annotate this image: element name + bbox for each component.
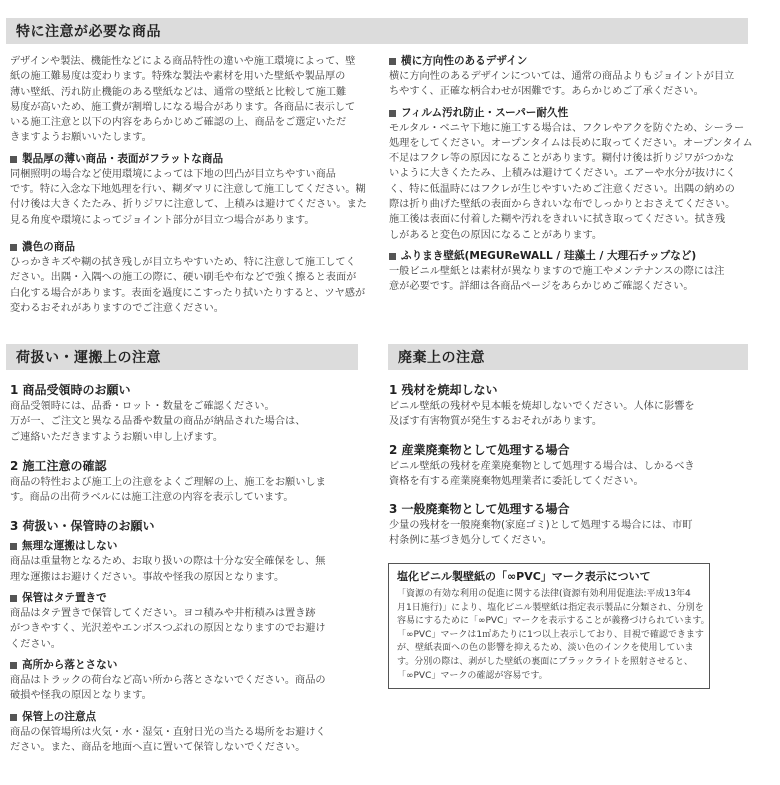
pvc-box-line: 「∞PVC」マークの確認が容易です。: [397, 670, 548, 681]
body-line: ください。: [10, 638, 61, 650]
body-line: ひっかきキズや糊の拭き残しが目立ちやすいため、特に注意して施工してく: [10, 256, 356, 268]
square-bullet-icon: [10, 662, 17, 669]
body-line: 資格を有する産業廃棄物処理業者に委託してください。: [389, 475, 644, 487]
body-line: 商品の特性および施工上の注意をよくご理解の上、施工をお願いしま: [10, 476, 326, 488]
body-line: しがあると変色の原因になることがあります。: [389, 229, 603, 241]
square-bullet-icon: [389, 58, 396, 65]
body-line: です。特に入念な下地処理を行い、糊ダマリに注意して施工してください。糊: [10, 184, 366, 196]
body-line: 意が必要です。詳細は各商品ページをあらかじめご確認ください。: [389, 281, 694, 293]
subheading-vertical-storage: 保管はタテ置きで: [10, 591, 370, 606]
body-line: 横に方向性のあるデザインについては、通常の商品よりもジョイントが目立: [389, 71, 735, 82]
body-line: ビニル壁紙の残材を産業廃棄物として処理する場合は、しかるべき: [389, 460, 695, 472]
handling-column: [10, 382, 370, 755]
body-line: 見る角度や環境によってジョイント部分が目立つ場合があります。: [10, 214, 315, 226]
section-title: 特に注意が必要な商品: [16, 24, 161, 40]
section-header-special-care: [6, 18, 748, 44]
subheading-storage-notes: 保管上の注意点: [10, 710, 370, 725]
heading-no-burn: 1 残材を焼却しない: [389, 383, 498, 397]
body-line: 付け後は大きくたたみ、折りジワに注意して、上積みは避けてください。また: [10, 199, 367, 211]
subheading-thin-products: 製品厚の薄い商品・表面がフラットな商品: [10, 152, 370, 167]
body-line: く、特に低温時にはフクレが生じやすいためご注意ください。出隅の納めの: [389, 183, 735, 195]
square-bullet-icon: [389, 110, 396, 117]
heading-storage: 3 荷扱い・保管時のお願い: [10, 519, 155, 534]
body-line: 商品は重量物となるため、お取り扱いの際は十分な安全確保をし、無: [10, 556, 326, 568]
body-line: 変わるおそれがありますのでご注意ください。: [10, 302, 224, 314]
section-header-handling: [6, 344, 358, 370]
intro-line: きますようお願いいたします。: [10, 132, 152, 144]
intro-line: デザインや製法、機能性などによる商品特性の違いや施工環境によって、壁: [10, 56, 356, 67]
pvc-box-title: 塩化ビニル製壁紙の「∞PVC」マーク表示について: [397, 570, 651, 583]
pvc-box-line: す。分別の際は、剥がした壁紙の裏面にブラックライトを照射させると、: [397, 656, 693, 667]
section-header-disposal: [388, 344, 748, 370]
body-line: 及ぼす有害物質が発生するおそれがあります。: [389, 416, 603, 428]
subheading-horizontal-design: 横に方向性のあるデザイン: [389, 54, 759, 69]
pvc-box-line: が、壁紙表面への色の影響を抑えるため、淡い色のインクを使用していま: [397, 643, 694, 654]
body-line: ださい。また、商品を地面へ直に置いて保管しないでください。: [10, 741, 306, 753]
body-line: 不足はフクレ等の原因になることがあります。糊付け後は折りジワがつかな: [389, 153, 735, 165]
body-line: ださい。出隅・入隅への施工の際に、硬い刷毛や布などで強く擦ると表面が: [10, 272, 357, 284]
section-title: 荷扱い・運搬上の注意: [16, 350, 161, 366]
subheading-furimaki: ふりまき壁紙(MEGUReWALL / 珪藻土 / 大理石チップなど): [389, 249, 759, 264]
disposal-column: [389, 382, 759, 549]
subheading-no-drop: 高所から落とさない: [10, 658, 370, 673]
pvc-box-line: 「∞PVC」マークは1㎡あたりに1つ以上表示しており、目視で確認できます: [397, 629, 704, 640]
body-line: 商品の保管場所は火気・水・湿気・直射日光の当たる場所をお避けく: [10, 726, 326, 738]
body-line: がつきやすく、光沢差やエンボスつぶれの原因となりますのでお避け: [10, 623, 326, 635]
square-bullet-icon: [10, 543, 17, 550]
body-line: す。商品の出荷ラベルには施工注意の内容を表示しています。: [10, 492, 294, 504]
body-line: ビニル壁紙の残材や見本帳を焼却しないでください。人体に影響を: [389, 401, 695, 412]
heading-confirm-notes: 2 施工注意の確認: [10, 458, 107, 473]
pvc-box-line: 月1日施行)」により、塩化ビニル製壁紙は指定表示製品に分類され、分別を: [397, 602, 704, 613]
subheading-film-protection: フィルム汚れ防止・スーパー耐久性: [389, 106, 759, 121]
body-line: 処理をしてください。オープンタイムは長めに取ってください。オープンタイム: [389, 137, 753, 149]
pvc-box-line: 容易にするために「∞PVC」マークを表示することが義務づけられています。: [397, 616, 710, 627]
body-line: 少量の残材を一般廃棄物(家庭ゴミ)として処理する場合には、市町: [389, 520, 693, 532]
square-bullet-icon: [10, 156, 17, 163]
subheading-dark-products: 濃色の商品: [10, 240, 370, 255]
special-care-left-column: [10, 54, 370, 316]
pvc-mark-notice-box: [388, 563, 710, 689]
heading-general-waste: 3 一般廃棄物として処理する場合: [389, 502, 570, 517]
body-line: いように大きくたたみ、上積みは避けてください。エアーや水分が抜けにく: [389, 168, 736, 180]
body-line: 商品はトラックの荷台など高い所から落とさないでください。商品の: [10, 674, 326, 686]
body-line: 施工後は表面に付着した糊や汚れをきれいに拭き取ってください。拭き残: [389, 214, 726, 226]
intro-line: 易度が高いため、施工費が割増しになる場合があります。各商品に表示して: [10, 101, 356, 113]
body-line: ご連絡いただきますようお願い申し上げます。: [10, 431, 224, 443]
heading-receipt: 1 商品受領時のお願い: [10, 383, 131, 397]
body-line: 万が一、ご注文と異なる品番や数量の商品が納品された場合は、: [10, 416, 306, 428]
body-line: 白化する場合があります。表面を過度にこすったり拭いたりすると、ツヤ感が: [10, 287, 366, 299]
square-bullet-icon: [10, 595, 17, 602]
body-line: 理な運搬はお避けください。事故や怪我の原因となります。: [10, 571, 285, 583]
square-bullet-icon: [389, 253, 396, 260]
body-line: 一般ビニル壁紙とは素材が異なりますので施工やメンテナンスの際には注: [389, 265, 725, 277]
body-line: 商品受領時には、品番・ロット・数量をご確認ください。: [10, 401, 275, 412]
square-bullet-icon: [10, 714, 17, 721]
section-title: 廃棄上の注意: [398, 350, 485, 366]
pvc-box-line: 「資源の有効な利用の促進に関する法律(資源有効利用促進法:平成13年4: [397, 589, 691, 599]
body-line: 同梱照明の場合など使用環境によっては下地の凹凸が目立ちやすい商品: [10, 168, 336, 180]
body-line: ちやすく、正確な柄合わせが困難です。あらかじめご了承ください。: [389, 86, 704, 98]
body-line: 際は折り曲げた壁紙の表面からきれいな布でしっかりとおさえてください。: [389, 199, 736, 211]
body-line: モルタル・ベニヤ下地に施工する場合は、フクレやアクを防ぐため、シーラー: [389, 122, 745, 134]
intro-line: 薄い壁紙、汚れ防止機能のある壁紙などは、通常の壁紙と比較して施工難: [10, 86, 347, 98]
body-line: 村条例に基づき処分してください。: [389, 535, 552, 547]
heading-industrial-waste: 2 産業廃棄物として処理する場合: [389, 442, 570, 457]
intro-line: 紙の施工難易度は変わります。特殊な製法や素材を用いた壁紙や製品厚の: [10, 71, 346, 83]
intro-line: いる施工注意と以下の内容をあらかじめご確認の上、商品をご選定いただ: [10, 117, 347, 129]
body-line: 商品はタテ置きで保管してください。ヨコ積みや井桁積みは置き跡: [10, 608, 316, 620]
square-bullet-icon: [10, 244, 17, 251]
body-line: 破損や怪我の原因となります。: [10, 690, 152, 702]
subheading-no-force: 無理な運搬はしない: [10, 539, 370, 554]
special-care-right-column: [389, 54, 759, 295]
